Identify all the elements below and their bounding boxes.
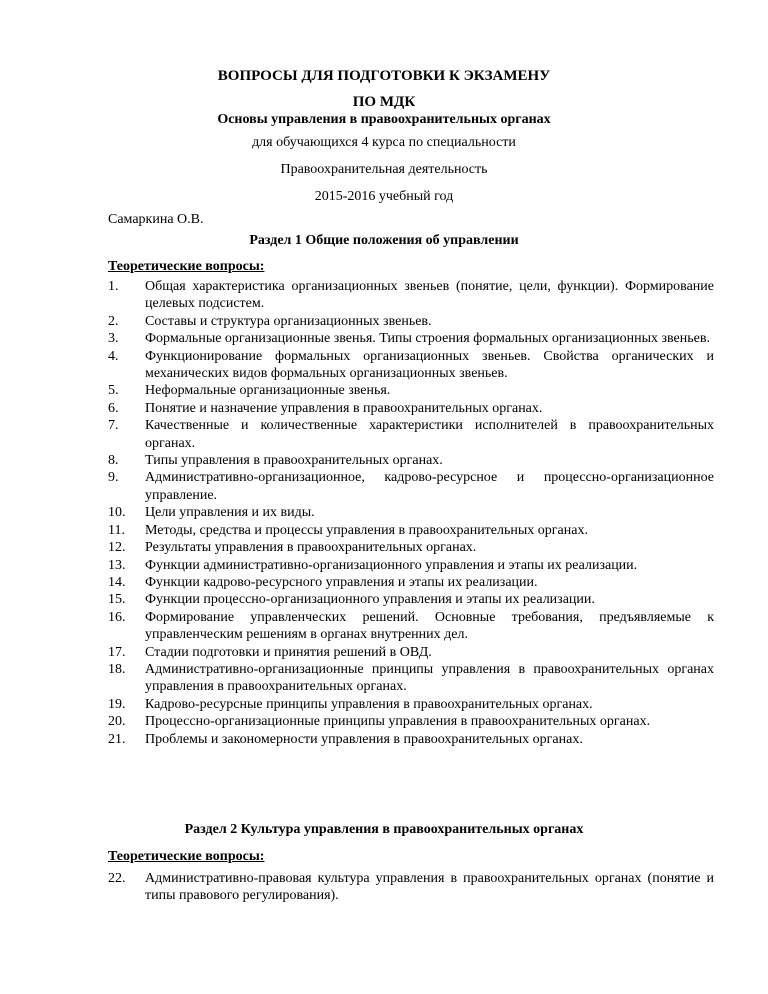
list-item: 6. Понятие и назначение управления в правоохранительных органах. [108,400,543,416]
list-item: 11. Методы, средства и процессы управления в правоохранительных органах. [108,522,588,538]
list-item: 8. Типы управления в правоохранительных органах. [108,453,443,469]
list-item: 18. Административно-организационные принципы управления в правоохранительных органах управления в правоохранительных органах. [108,661,714,695]
section-2-question-list [108,870,714,905]
section-1-subheading: Теоретические вопросы: [108,259,265,274]
list-item: 20. Процессно-организационные принципы управления в правоохранительных органах. [108,714,651,730]
list-item: 14. Функции кадрово-ресурсного управления и этапы их реализации. [108,574,538,590]
list-item: 13. Функции административно-организационного управления и этапы их реализации. [108,557,638,573]
list-item: 16. Формирование управленческих решений. Основные требования, предъявляемые к управленческим решениям в органах внутренних дел. [108,609,714,643]
list-item: 1. Общая характеристика организационных звеньев (понятие, цели, функции). Формирование целевых подсистем. [108,279,714,312]
list-item: 12. Результаты управления в правоохранительных органах. [108,540,477,556]
section-1-heading: Раздел 1 Общие положения об управлении [249,233,519,248]
document-title: ВОПРОСЫ ДЛЯ ПОДГОТОВКИ К ЭКЗАМЕНУ [217,68,551,84]
list-item: 15. Функции процессно-организационного управления и этапы их реализации. [108,592,595,608]
section-2-subheading: Теоретические вопросы: [108,849,265,864]
list-item: 2. Составы и структура организационных звеньев. [108,313,432,329]
section-1-question-list [108,278,714,748]
list-item: 10. Цели управления и их виды. [108,505,315,521]
list-item: 9. Административно-организационное, кадрово-ресурсное и процессно-организационное управление. [108,470,714,503]
discipline-name: Основы управления в правоохранительных органах [217,112,551,127]
list-item: 4. Функционирование формальных организационных звеньев. Свойства органических и механических видов формальных организационных звеньев. [108,348,714,382]
specialty-line: Правоохранительная деятельность [280,162,488,177]
author-name: Самаркина О.В. [108,212,204,227]
list-item: 19. Кадрово-ресурсные принципы управления в правоохранительных органах. [108,696,593,712]
list-item: 7. Качественные и количественные характеристики исполнителей в правоохранительных органах. [108,418,714,451]
list-item: 5. Неформальные организационные звенья. [108,383,391,399]
section-2-heading: Раздел 2 Культура управления в правоохранительных органах [184,822,584,837]
document-subtitle: ПО МДК [352,94,416,110]
list-item: 22. Административно-правовая культура управления в правоохранительных органах (понятие и типы правового регулирования). [108,871,714,904]
list-item: 21. Проблемы и закономерности управления в правоохранительных органах. [108,731,583,747]
list-item: 3. Формальные организационные звенья. Типы строения формальных организационных звеньев. [108,331,710,347]
academic-year: 2015-2016 учебный год [314,189,454,204]
audience-line: для обучающихся 4 курса по специальности [252,135,516,150]
list-item: 17. Стадии подготовки и принятия решений в ОВД. [108,644,432,660]
